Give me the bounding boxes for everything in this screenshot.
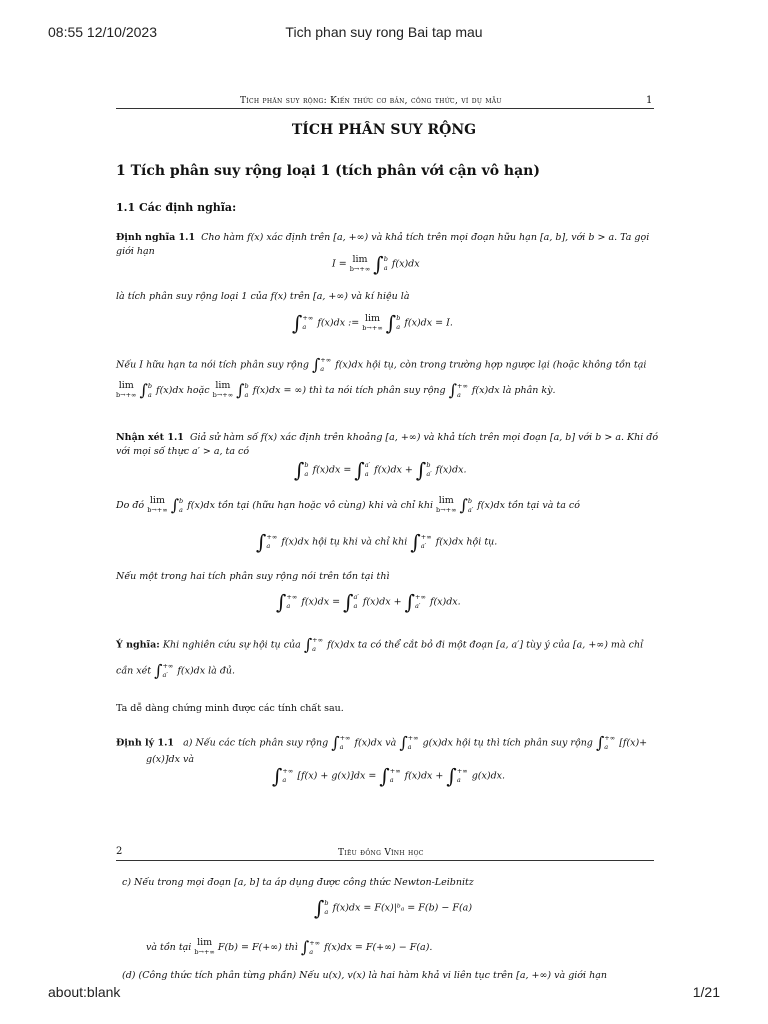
formula-newton-leibniz: ∫ b a f(x)dx = F(x)|ᵇₐ = F(b) − F(a) (314, 896, 473, 920)
formula-notation: ∫ +∞ a f(x)dx := lim b→+∞ ∫ b a f(x)dx = I. (292, 311, 453, 335)
convergence-text: Nếu I hữu hạn ta nói tích phân suy rộng ∫ +∞ a f(x)dx hội tụ, còn trong trường hợp ngược lại (hoặc không tồn tại (116, 355, 647, 374)
definition-text-3: là tích phân suy rộng loại 1 của f(x) trên [a, +∞) và kí hiệu là (116, 291, 410, 302)
remark-label: Nhận xét 1.1 (116, 432, 184, 443)
running-header: Tích phân suy rộng: Kiến thức cơ bản, công thức, ví dụ mẫu (240, 96, 502, 106)
definition-text-2: giới hạn (116, 246, 155, 257)
print-url: about:blank (48, 984, 121, 1000)
formula-linearity: ∫ +∞ a [f(x) + g(x)]dx = ∫ +∞ a f(x)dx + ∫ +∞ a g(x)dx. (272, 764, 506, 788)
meaning-text-2: cần xét ∫ +∞ a′ f(x)dx là đủ. (116, 661, 236, 680)
header-rule (116, 108, 654, 109)
meaning-label: Ý nghĩa: (116, 639, 160, 651)
if-exists-text: Nếu một trong hai tích phân suy rộng nói trên tồn tại thì (116, 571, 390, 582)
cut-off-text: (d) (Công thức tích phân từng phần) Nếu u(x), v(x) là hai hàm khả vi liên tục trên [a, +∞) và giới hạn (122, 970, 607, 981)
easy-proof-text: Ta dễ dàng chứng minh được các tính chất sau. (116, 703, 344, 714)
page-number: 1 (646, 95, 653, 106)
doc-title: TÍCH PHÂN SUY RỘNG (291, 122, 477, 138)
limit-exists-text: và tồn tại lim b→+∞ F(b) = F(+∞) thì ∫ +∞ a f(x)dx = F(+∞) − F(a). (146, 937, 433, 957)
theorem-paragraph: Định lý 1.1 a) Nếu các tích phân suy rộng ∫ +∞ a f(x)dx và ∫ +∞ a g(x)dx hội tụ thì tích phân suy rộng ∫ +∞ a [f(x)+ (116, 733, 648, 752)
formula-equivalence: ∫ +∞ a f(x)dx hội tụ khi và chỉ khi ∫ +∞ a′ f(x)dx hội tụ. (256, 530, 498, 554)
page2-header-rule (116, 860, 654, 861)
print-page-count: 1/21 (692, 984, 720, 1000)
page2-number: 2 (116, 846, 123, 857)
meaning-paragraph: Ý nghĩa: Khi nghiên cứu sự hội tụ của ∫ +∞ a f(x)dx ta có thể cắt bỏ đi một đoạn [a, a′] tùy ý của [a, +∞) mà chỉ (116, 635, 644, 654)
print-datetime: 08:55 12/10/2023 (48, 24, 157, 40)
section-heading: 1 Tích phân suy rộng loại 1 (tích phân với cận vô hạn) (116, 163, 540, 179)
theorem-label: Định lý 1.1 (116, 737, 174, 749)
definition-paragraph (116, 231, 649, 244)
subsection-heading: 1.1 Các định nghĩa: (116, 201, 237, 214)
definition-label: Định nghĩa 1.1 (116, 232, 196, 243)
print-doc-title: Tich phan suy rong Bai tap mau (285, 24, 483, 40)
formula-split-infinite: ∫ +∞ a f(x)dx = ∫ a′ a f(x)dx + ∫ +∞ a′ f(x)dx. (276, 590, 461, 614)
remark-paragraph: Nhận xét 1.1 Giả sử hàm số f(x) xác định trên khoảng [a, +∞) và khả tích trên mọi đoạn [a, b] với b > a. Khi đó (116, 432, 659, 443)
divergence-text: lim b→+∞ ∫ b a f(x)dx hoặc lim b→+∞ ∫ b a f(x)dx = ∞) thì ta nói tích phân suy rộng ∫ +∞ a f(x)dx là phân kỳ. (116, 380, 556, 400)
formula-split: ∫ b a f(x)dx = ∫ a′ a f(x)dx + ∫ b a′ f(x)dx. (294, 458, 467, 482)
remark-text-2: với mọi số thực a′ > a, ta có (116, 446, 250, 457)
theorem-text-2: g(x)]dx và (146, 754, 195, 765)
definition-text: Cho hàm f(x) xác định trên [a, +∞) và khả tích trên mọi đoạn hữu hạn [a, b], với b > a. Ta gọi (201, 232, 650, 243)
formula-limit-definition: I = lim b→+∞ ∫ b a f(x)dx (332, 252, 420, 276)
therefore-text: Do đó lim b→+∞ ∫ b a f(x)dx tồn tại (hữu hạn hoặc vô cùng) khi và chỉ khi lim b→+∞ ∫ b a′ f(x)dx tồn tại và ta có (116, 495, 580, 515)
page2-running-header: Tiêu đồng Vĩnh học (338, 848, 424, 858)
newton-leibniz-text: c) Nếu trong mọi đoạn [a, b] ta áp dụng được công thức Newton-Leibnitz (122, 877, 474, 888)
